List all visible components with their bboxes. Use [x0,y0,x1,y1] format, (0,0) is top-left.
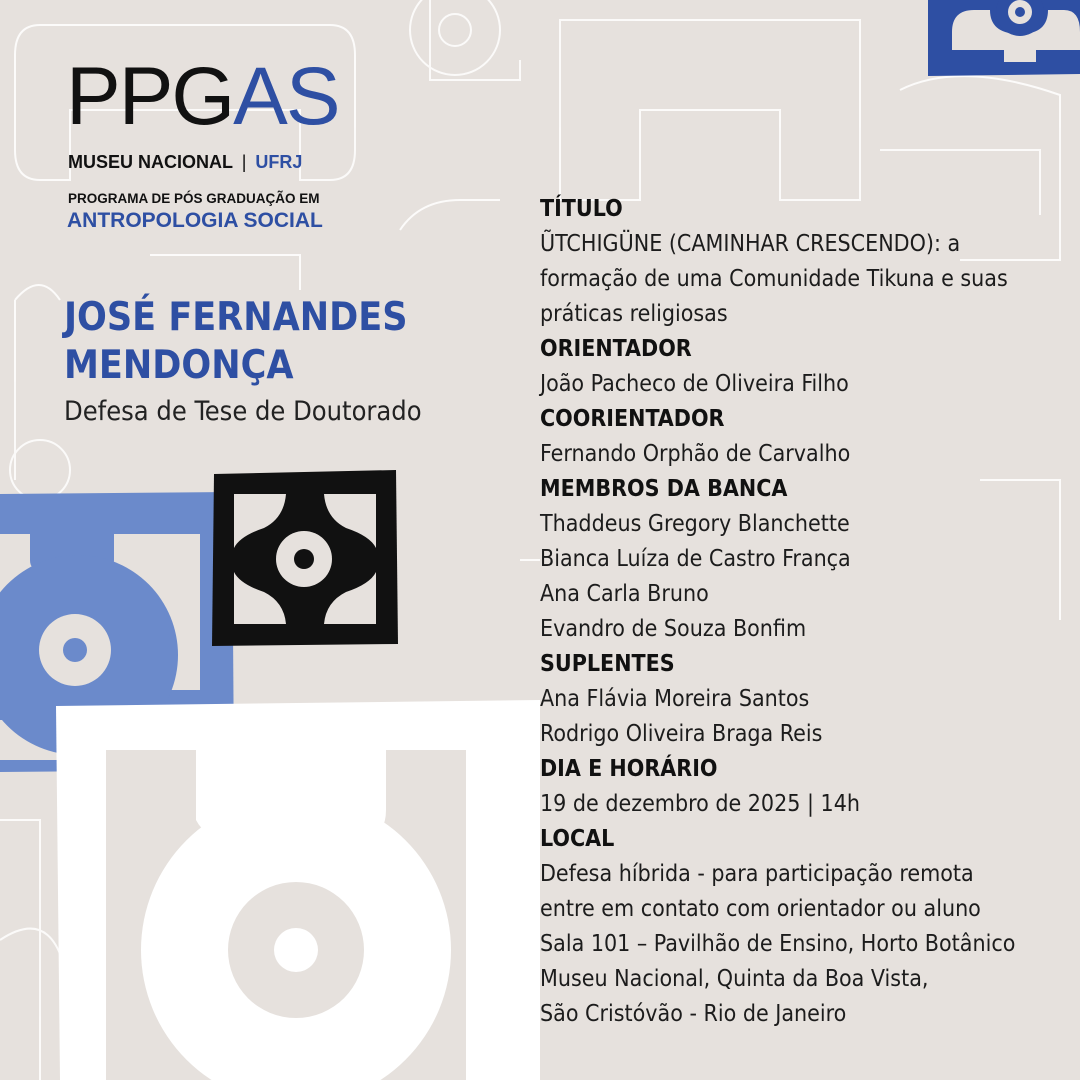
candidate-name [64,294,408,390]
committee-label: MEMBROS DA BANCA [540,476,788,502]
thesis-title-line: formação de uma Comunidade Tikuna e suas [540,266,1008,292]
alternates-label: SUPLENTES [540,651,675,677]
university-name: UFRJ [255,152,303,172]
location-line: entre em contato com orientador ou aluno [540,896,981,922]
committee-member: Evandro de Souza Bonfim [540,616,807,642]
alternate-member: Rodrigo Oliveira Braga Reis [540,721,823,747]
thesis-title-line: práticas religiosas [540,301,728,327]
program-line-2: ANTROPOLOGIA SOCIAL [67,209,323,232]
event-type: Defesa de Tese de Doutorado [64,396,422,427]
coadvisor-name: Fernando Orphão de Carvalho [540,441,851,467]
white-motif [56,700,540,1080]
defense-details [540,192,1060,1032]
advisor-label: ORIENTADOR [540,336,692,362]
institution-name: MUSEU NACIONAL [68,152,233,172]
committee-member: Thaddeus Gregory Blanchette [540,511,850,537]
ppgas-logo [66,51,339,142]
candidate-name-line-2: MENDONÇA [64,343,294,388]
location-label: LOCAL [540,826,615,852]
thesis-title-line: ŨTCHIGÜNE (CAMINHAR CRESCENDO): a [540,231,961,257]
location-line: Defesa híbrida - para participação remota [540,861,974,887]
logo-title-blue: AS [233,51,339,142]
committee-member: Ana Carla Bruno [540,581,709,607]
top-right-blue-motif [924,0,1080,88]
location-line: Sala 101 – Pavilhão de Ensino, Horto Botânico [540,931,1016,957]
logo-separator: | [241,152,247,172]
coadvisor-label: COORIENTADOR [540,406,725,432]
title-label: TÍTULO [540,196,623,222]
datetime-label: DIA E HORÁRIO [540,756,718,782]
alternate-member: Ana Flávia Moreira Santos [540,686,810,712]
program-line-1: PROGRAMA DE PÓS GRADUAÇÃO EM [68,191,320,206]
committee-member: Bianca Luíza de Castro França [540,546,851,572]
logo-title-black: PPG [66,51,234,142]
logo-institution-line [68,152,302,173]
location-line: Museu Nacional, Quinta da Boa Vista, [540,966,929,992]
candidate-name-line-1: JOSÉ FERNANDES [64,295,408,340]
defense-datetime: 19 de dezembro de 2025 | 14h [540,791,860,817]
advisor-name: João Pacheco de Oliveira Filho [540,371,849,397]
location-line: São Cristóvão - Rio de Janeiro [540,1001,847,1027]
black-motif [212,470,398,646]
